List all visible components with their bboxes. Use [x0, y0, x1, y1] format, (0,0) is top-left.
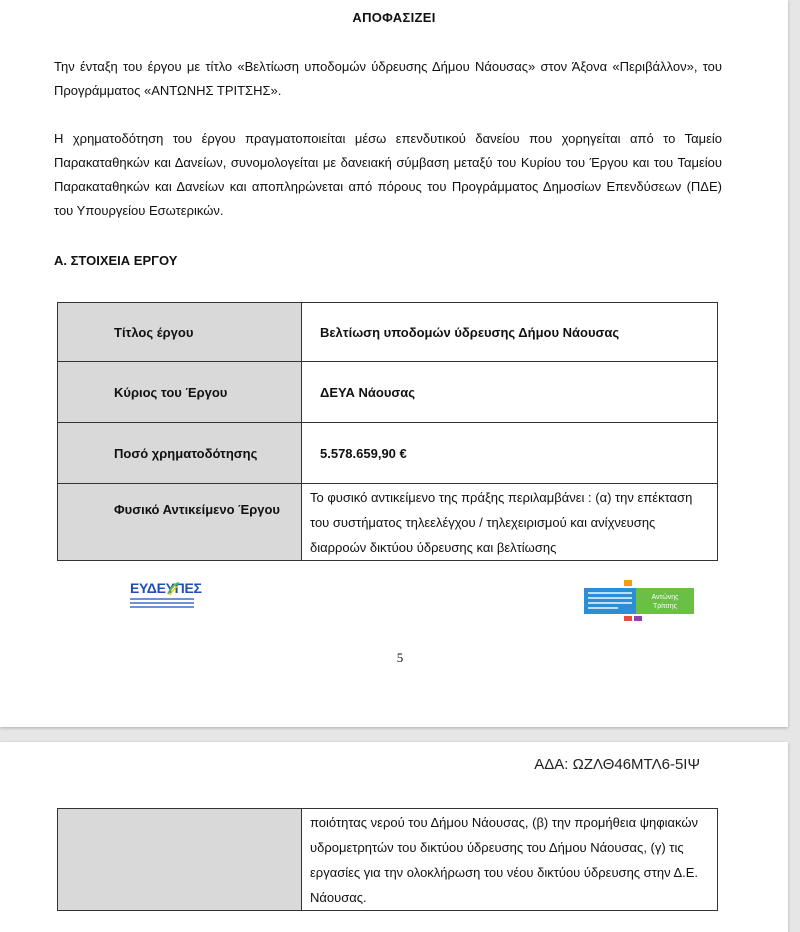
logo-subtitle-line	[130, 606, 194, 608]
row-label-title: Τίτλος έργου	[58, 303, 302, 362]
row-label-owner: Κύριος του Έργου	[58, 362, 302, 423]
table-row	[58, 303, 718, 362]
decision-heading: ΑΠΟΦΑΣΙΖΕΙ	[352, 10, 436, 25]
row-value-amount: 5.578.659,90 €	[302, 423, 718, 484]
row-value-scope: Το φυσικό αντικείμενο της πράξης περιλαμβάνει : (α) την επέκταση του συστήματος τηλεελέγχου / τηλεχειρισμού και ανίχνευσης διαρροών δικτύου ύδρευσης και βελτίωσης	[302, 484, 718, 561]
svg-text:Τρίτσης: Τρίτσης	[652, 603, 678, 610]
antonis-tritsis-logo	[584, 580, 696, 622]
eydeypes-logo	[130, 580, 220, 610]
row-value-scope-continued: ποιότητας νερού του Δήμου Νάουσας, (β) την προμήθεια ψηφιακών υδρομετρητών του δικτύου ύδρευσης του Δήμου Νάουσας, (γ) τις εργασίες για την ολοκλήρωση του νέου δικτύου ύδρευσης στην Δ.Ε. Νάουσας.	[302, 809, 718, 911]
ada-code: ΑΔΑ: ΩΖΛΘ46ΜΤΛ6-5ΙΨ	[534, 756, 700, 773]
eydeypes-logo-text: ΕΥΔΕΥΠΕΣ	[130, 580, 202, 596]
project-details-table-continued	[57, 808, 718, 911]
financing-paragraph: Η χρηματοδότηση του έργου πραγματοποιείται μέσω επενδυτικού δανείου που χορηγείται από το Ταμείο Παρακαταθηκών και Δανείων, συνομολογείται με δανειακή σύμβαση μεταξύ του Κυρίου του Έργου και του Ταμείου Παρακαταθηκών και Δανείων και αποπληρώνεται από πόρους του Προγράμματος Δημοσίων Επενδύσεων (ΠΔΕ) του Υπουργείου Εσωτερικών.	[54, 131, 722, 218]
table-row	[58, 362, 718, 423]
row-label-scope: Φυσικό Αντικείμενο Έργου	[58, 484, 302, 561]
table-row	[58, 484, 718, 561]
project-details-table	[57, 302, 718, 561]
document-page-2	[0, 742, 788, 932]
row-label-empty	[58, 809, 302, 911]
table-row	[58, 423, 718, 484]
swoosh-icon	[166, 582, 180, 596]
row-label-amount: Ποσό χρηματοδότησης	[58, 423, 302, 484]
row-value-owner: ΔΕΥΑ Νάουσας	[302, 362, 718, 423]
logo-subtitle-line	[130, 598, 194, 600]
svg-text:Αντώνης: Αντώνης	[651, 594, 679, 601]
row-value-title: Βελτίωση υποδομών ύδρευσης Δήμου Νάουσας	[302, 303, 718, 362]
page-number: 5	[396, 650, 404, 665]
section-title: Α. ΣΤΟΙΧΕΙΑ ΕΡΓΟΥ	[54, 253, 178, 268]
table-row	[58, 809, 718, 911]
inclusion-paragraph: Την ένταξη του έργου με τίτλο «Βελτίωση υποδομών ύδρευσης Δήμου Νάουσας» στον Άξονα «Περιβάλλον», του Προγράμματος «ΑΝΤΩΝΗΣ ΤΡΙΤΣΗΣ».	[54, 59, 722, 98]
logo-subtitle-line	[130, 602, 194, 604]
